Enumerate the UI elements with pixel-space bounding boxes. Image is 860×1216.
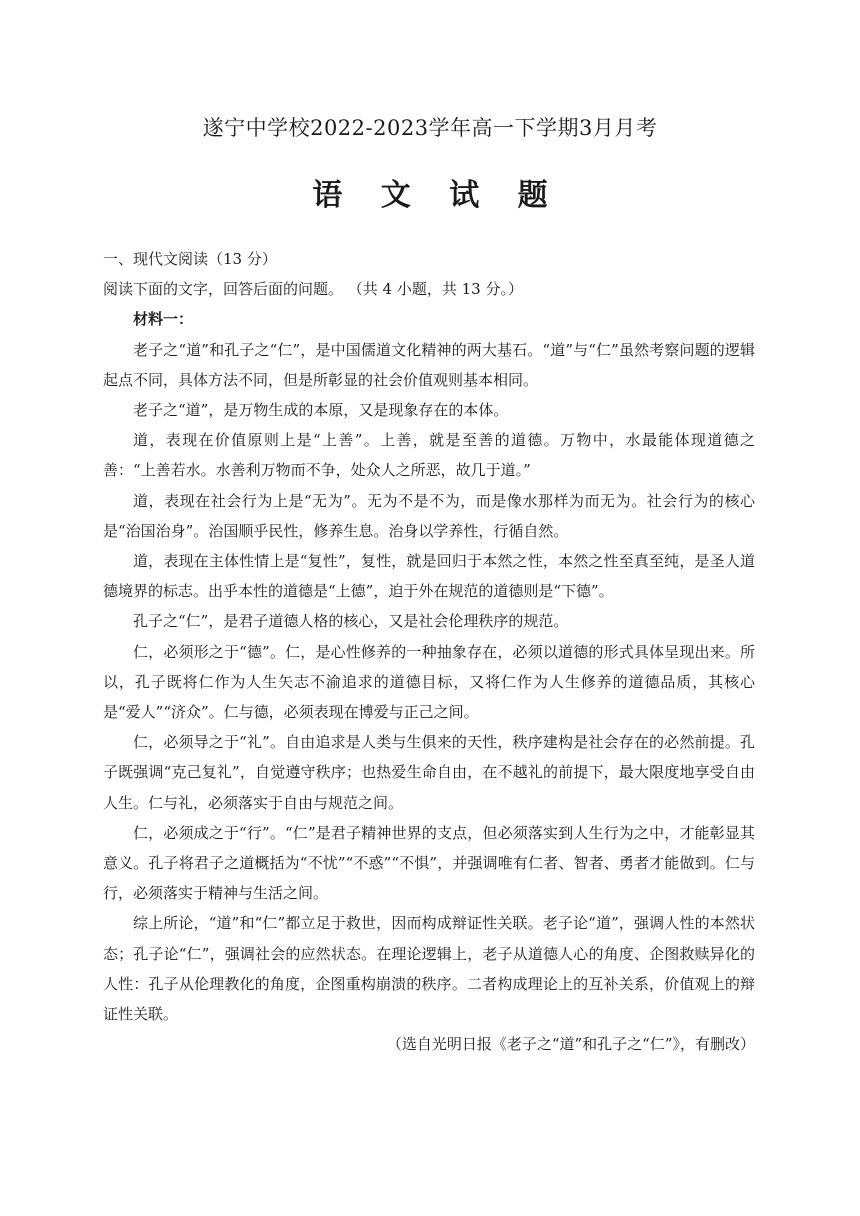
paragraph: 道，表现在价值原则上是“上善”。上善，就是至善的道德。万物中，水最能体现道德之善：“上善若水。水善利万物而不争，处众人之所恶，故几于道。” [103, 431, 755, 480]
paragraph: 仁，必须成之于“行”。“仁”是君子精神世界的支点，但必须落实到人生行为之中，才能彰显其意义。孔子将君子之道概括为“不忧”“不惑”“不惧”，并强调唯有仁者、智者、勇者才能做到。仁与行，必须落实于精神与生活之间。 [103, 823, 755, 903]
paragraph: 老子之“道”和孔子之“仁”，是中国儒道文化精神的两大基石。“道”与“仁”虽然考察问题的逻辑起点不同，具体方法不同，但是所彰显的社会价值观则基本相同。 [103, 340, 755, 389]
paragraph: 道，表现在主体性情上是“复性”，复性，就是回归于本然之性，本然之性至真至纯，是圣人道德境界的标志。出乎本性的道德是“上德”，迫于外在规范的道德则是“下德”。 [103, 552, 755, 601]
section-heading: 一、现代文阅读（13 分） [103, 250, 277, 268]
school-title: 遂宁中学校2022-2023学年高一下学期3月月考 [202, 116, 658, 140]
paragraph: 孔子之“仁”，是君子道德人格的核心，又是社会伦理秩序的规范。 [133, 612, 569, 631]
paragraph: 仁，必须形之于“德”。仁，是心性修养的一种抽象存在，必须以道德的形式具体呈现出来。所以，孔子既将仁作为人生矢志不渝追求的道德目标，又将仁作为人生修养的道德品质，其核心是“爱人”“济众”。仁与德，必须表现在博爱与正己之间。 [103, 642, 755, 722]
source-citation: （选自光明日报《老子之“道”和孔子之“仁”》，有删改） [386, 1035, 755, 1054]
paragraph: 综上所论，“道”和“仁”都立足于救世，因而构成辩证性关联。老子论“道”，强调人性的本然状态；孔子论“仁”，强调社会的应然状态。在理论逻辑上，老子从道德人心的角度、企图救赎异化的人性：孔子从伦理教化的角度，企图重构崩溃的秩序。二者构成理论上的互补关系，价值观上的辩证性关联。 [103, 914, 755, 1024]
paragraph: 老子之“道”，是万物生成的本原，又是现象存在的本体。 [133, 401, 509, 420]
paragraph: 道，表现在社会行为上是“无为”。无为不是不为，而是像水那样为而无为。社会行为的核心是“治国治身”。治国顺乎民性，修养生息。治身以学养性，行循自然。 [103, 491, 755, 540]
section-instruction: 阅读下面的文字，回答后面的问题。 （共 4 小题，共 13 分。） [103, 280, 523, 299]
reading-section [103, 244, 755, 1059]
paragraph: 仁，必须导之于“礼”。自由追求是人类与生俱来的天性，秩序建构是社会存在的必然前提。孔子既强调“克己复礼”，自觉遵守秩序；也热爱生命自由，在不越礼的前提下，最大限度地享受自由人生。仁与礼，必须落实于自由与规范之间。 [103, 733, 755, 812]
material-label: 材料一： [133, 310, 194, 329]
exam-title: 语 文 试 题 [312, 178, 562, 213]
